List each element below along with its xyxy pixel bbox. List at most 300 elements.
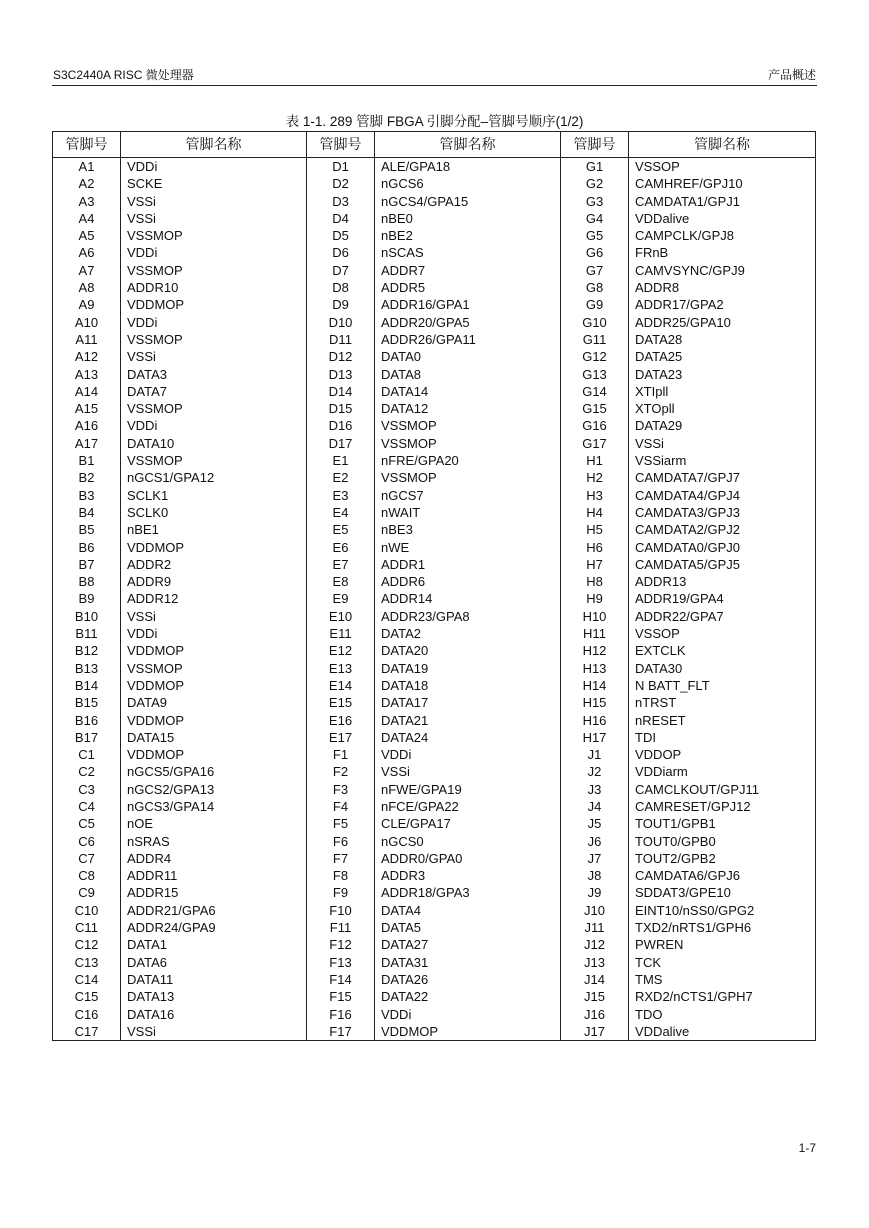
pin-name-cell: VDDMOP <box>121 539 307 556</box>
pin-number-cell: D7 <box>307 262 375 279</box>
pin-number-cell: G8 <box>561 279 629 296</box>
pin-number-cell: H10 <box>561 608 629 625</box>
pin-number-cell: E5 <box>307 521 375 538</box>
pin-number-cell: E9 <box>307 590 375 607</box>
pin-name-cell: DATA25 <box>629 348 816 365</box>
pin-name-cell: nFCE/GPA22 <box>375 798 561 815</box>
pin-name-cell: XTOpll <box>629 400 816 417</box>
pin-number-cell: H11 <box>561 625 629 642</box>
pin-name-cell: ADDR25/GPA10 <box>629 314 816 331</box>
table-row <box>53 1023 816 1041</box>
pin-number-cell: A14 <box>53 383 121 400</box>
pin-name-cell: VDDMOP <box>121 677 307 694</box>
pin-number-cell: F9 <box>307 884 375 901</box>
pin-number-cell: B14 <box>53 677 121 694</box>
pin-name-cell: XTIpll <box>629 383 816 400</box>
table-row <box>53 262 816 279</box>
pin-number-cell: F11 <box>307 919 375 936</box>
pin-number-cell: C15 <box>53 988 121 1005</box>
pin-name-cell: VSSi <box>121 348 307 365</box>
pin-number-cell: C7 <box>53 850 121 867</box>
table-row <box>53 729 816 746</box>
pin-name-cell: CAMHREF/GPJ10 <box>629 175 816 192</box>
pin-name-cell: VDDi <box>121 417 307 434</box>
pin-name-cell: DATA5 <box>375 919 561 936</box>
pin-name-cell: DATA1 <box>121 936 307 953</box>
pin-number-cell: B1 <box>53 452 121 469</box>
pin-number-cell: B3 <box>53 487 121 504</box>
pin-number-cell: C13 <box>53 954 121 971</box>
pin-number-cell: D8 <box>307 279 375 296</box>
pin-number-cell: H17 <box>561 729 629 746</box>
table-row <box>53 314 816 331</box>
pin-name-cell: VDDi <box>375 746 561 763</box>
pin-number-cell: J2 <box>561 763 629 780</box>
pin-name-cell: VDDi <box>121 244 307 261</box>
pin-number-cell: A4 <box>53 210 121 227</box>
pin-number-cell: G6 <box>561 244 629 261</box>
pin-number-cell: G3 <box>561 193 629 210</box>
pin-number-cell: H16 <box>561 712 629 729</box>
pin-name-cell: DATA4 <box>375 902 561 919</box>
table-row <box>53 833 816 850</box>
pin-number-cell: D10 <box>307 314 375 331</box>
pin-name-cell: ADDR17/GPA2 <box>629 296 816 313</box>
pin-number-cell: H2 <box>561 469 629 486</box>
pin-name-cell: nWAIT <box>375 504 561 521</box>
pin-name-cell: nGCS1/GPA12 <box>121 469 307 486</box>
pin-number-cell: H8 <box>561 573 629 590</box>
pin-name-cell: TCK <box>629 954 816 971</box>
column-header-pin-number: 管脚号 <box>561 132 629 158</box>
pin-number-cell: E10 <box>307 608 375 625</box>
table-row <box>53 417 816 434</box>
table-row <box>53 694 816 711</box>
table-row <box>53 348 816 365</box>
pin-number-cell: E1 <box>307 452 375 469</box>
pin-name-cell: ADDR5 <box>375 279 561 296</box>
pin-number-cell: G5 <box>561 227 629 244</box>
table-row <box>53 469 816 486</box>
pin-name-cell: ALE/GPA18 <box>375 158 561 176</box>
pin-number-cell: H15 <box>561 694 629 711</box>
pin-number-cell: C1 <box>53 746 121 763</box>
table-row <box>53 539 816 556</box>
pin-name-cell: ADDR24/GPA9 <box>121 919 307 936</box>
pin-name-cell: DATA16 <box>121 1006 307 1023</box>
pin-name-cell: DATA22 <box>375 988 561 1005</box>
pin-name-cell: CAMDATA2/GPJ2 <box>629 521 816 538</box>
pin-number-cell: F10 <box>307 902 375 919</box>
pin-name-cell: nGCS7 <box>375 487 561 504</box>
pin-number-cell: G10 <box>561 314 629 331</box>
page-number: 1-7 <box>798 1141 816 1155</box>
pin-name-cell: ADDR4 <box>121 850 307 867</box>
pin-name-cell: CAMCLKOUT/GPJ11 <box>629 781 816 798</box>
pin-name-cell: nRESET <box>629 712 816 729</box>
pin-number-cell: E6 <box>307 539 375 556</box>
pin-name-cell: VSSMOP <box>375 469 561 486</box>
pin-name-cell: nWE <box>375 539 561 556</box>
pin-name-cell: CAMDATA5/GPJ5 <box>629 556 816 573</box>
pin-name-cell: VSSMOP <box>121 660 307 677</box>
pin-number-cell: G9 <box>561 296 629 313</box>
pin-number-cell: F4 <box>307 798 375 815</box>
pin-name-cell: TMS <box>629 971 816 988</box>
pin-name-cell: SCLK0 <box>121 504 307 521</box>
pin-number-cell: A6 <box>53 244 121 261</box>
pin-number-cell: J15 <box>561 988 629 1005</box>
pin-name-cell: DATA24 <box>375 729 561 746</box>
pin-number-cell: F13 <box>307 954 375 971</box>
pin-number-cell: B4 <box>53 504 121 521</box>
pin-name-cell: TOUT2/GPB2 <box>629 850 816 867</box>
pin-number-cell: H7 <box>561 556 629 573</box>
pin-name-cell: DATA18 <box>375 677 561 694</box>
table-row <box>53 919 816 936</box>
pin-number-cell: C14 <box>53 971 121 988</box>
pin-number-cell: C3 <box>53 781 121 798</box>
pin-name-cell: TOUT1/GPB1 <box>629 815 816 832</box>
pin-name-cell: VSSi <box>121 210 307 227</box>
pin-name-cell: VSSi <box>629 435 816 452</box>
pin-name-cell: DATA7 <box>121 383 307 400</box>
pin-name-cell: CLE/GPA17 <box>375 815 561 832</box>
table-row <box>53 383 816 400</box>
table-row <box>53 763 816 780</box>
pin-number-cell: C9 <box>53 884 121 901</box>
pin-number-cell: E15 <box>307 694 375 711</box>
pin-number-cell: B16 <box>53 712 121 729</box>
column-header-pin-number: 管脚号 <box>307 132 375 158</box>
pin-name-cell: PWREN <box>629 936 816 953</box>
pin-name-cell: DATA17 <box>375 694 561 711</box>
pin-name-cell: nBE2 <box>375 227 561 244</box>
pin-name-cell: nGCS3/GPA14 <box>121 798 307 815</box>
pin-name-cell: DATA8 <box>375 366 561 383</box>
pin-name-cell: FRnB <box>629 244 816 261</box>
pin-name-cell: ADDR0/GPA0 <box>375 850 561 867</box>
pin-number-cell: B15 <box>53 694 121 711</box>
pin-name-cell: nFRE/GPA20 <box>375 452 561 469</box>
pin-number-cell: A13 <box>53 366 121 383</box>
pin-name-cell: ADDR11 <box>121 867 307 884</box>
pin-number-cell: A16 <box>53 417 121 434</box>
pin-number-cell: J6 <box>561 833 629 850</box>
table-row <box>53 712 816 729</box>
pin-name-cell: VDDOP <box>629 746 816 763</box>
pin-number-cell: D3 <box>307 193 375 210</box>
pin-number-cell: B17 <box>53 729 121 746</box>
pin-name-cell: VSSMOP <box>121 262 307 279</box>
pin-name-cell: DATA14 <box>375 383 561 400</box>
pin-number-cell: J3 <box>561 781 629 798</box>
pin-name-cell: DATA15 <box>121 729 307 746</box>
table-row <box>53 590 816 607</box>
pin-number-cell: G15 <box>561 400 629 417</box>
pin-number-cell: G12 <box>561 348 629 365</box>
table-row <box>53 279 816 296</box>
table-body <box>53 158 816 1041</box>
table-row <box>53 867 816 884</box>
table-row <box>53 521 816 538</box>
pin-number-cell: H5 <box>561 521 629 538</box>
table-row <box>53 193 816 210</box>
column-header-pin-name: 管脚名称 <box>375 132 561 158</box>
pin-number-cell: G7 <box>561 262 629 279</box>
pin-name-cell: CAMDATA3/GPJ3 <box>629 504 816 521</box>
pin-name-cell: ADDR7 <box>375 262 561 279</box>
pin-name-cell: DATA9 <box>121 694 307 711</box>
pin-name-cell: VDDiarm <box>629 763 816 780</box>
pin-name-cell: DATA2 <box>375 625 561 642</box>
pin-name-cell: nSCAS <box>375 244 561 261</box>
pin-number-cell: D13 <box>307 366 375 383</box>
pin-name-cell: DATA6 <box>121 954 307 971</box>
pin-name-cell: CAMPCLK/GPJ8 <box>629 227 816 244</box>
table-row <box>53 331 816 348</box>
table-row <box>53 487 816 504</box>
pin-number-cell: G2 <box>561 175 629 192</box>
pin-name-cell: ADDR8 <box>629 279 816 296</box>
pin-number-cell: E3 <box>307 487 375 504</box>
table-row <box>53 660 816 677</box>
pin-name-cell: VSSi <box>121 608 307 625</box>
pin-number-cell: J13 <box>561 954 629 971</box>
pin-number-cell: E12 <box>307 642 375 659</box>
pin-number-cell: B5 <box>53 521 121 538</box>
pin-number-cell: A17 <box>53 435 121 452</box>
pin-number-cell: H1 <box>561 452 629 469</box>
pin-name-cell: DATA23 <box>629 366 816 383</box>
pin-number-cell: F14 <box>307 971 375 988</box>
pin-number-cell: F5 <box>307 815 375 832</box>
pin-name-cell: nGCS2/GPA13 <box>121 781 307 798</box>
pin-number-cell: B7 <box>53 556 121 573</box>
table-row <box>53 435 816 452</box>
pin-name-cell: nGCS4/GPA15 <box>375 193 561 210</box>
running-header-title: S3C2440A RISC 微处理器 <box>53 68 194 82</box>
pin-assignment-table <box>52 131 816 1041</box>
pin-name-cell: nBE3 <box>375 521 561 538</box>
pin-number-cell: B13 <box>53 660 121 677</box>
table-row <box>53 452 816 469</box>
pin-name-cell: VSSMOP <box>375 435 561 452</box>
pin-name-cell: nGCS6 <box>375 175 561 192</box>
pin-number-cell: A9 <box>53 296 121 313</box>
pin-number-cell: J11 <box>561 919 629 936</box>
pin-name-cell: ADDR10 <box>121 279 307 296</box>
pin-name-cell: nTRST <box>629 694 816 711</box>
pin-name-cell: CAMDATA0/GPJ0 <box>629 539 816 556</box>
pin-name-cell: DATA29 <box>629 417 816 434</box>
pin-number-cell: J5 <box>561 815 629 832</box>
pin-name-cell: DATA19 <box>375 660 561 677</box>
pin-name-cell: VSSOP <box>629 625 816 642</box>
table-row <box>53 954 816 971</box>
pin-name-cell: ADDR20/GPA5 <box>375 314 561 331</box>
table-row <box>53 244 816 261</box>
table-row <box>53 936 816 953</box>
pin-number-cell: C10 <box>53 902 121 919</box>
pin-name-cell: CAMDATA7/GPJ7 <box>629 469 816 486</box>
pin-number-cell: H13 <box>561 660 629 677</box>
table-row <box>53 988 816 1005</box>
pin-number-cell: E4 <box>307 504 375 521</box>
pin-name-cell: VDDi <box>121 625 307 642</box>
table-row <box>53 677 816 694</box>
table-row <box>53 884 816 901</box>
table-row <box>53 798 816 815</box>
pin-number-cell: B12 <box>53 642 121 659</box>
pin-name-cell: CAMRESET/GPJ12 <box>629 798 816 815</box>
pin-name-cell: SCKE <box>121 175 307 192</box>
pin-number-cell: D4 <box>307 210 375 227</box>
table-row <box>53 504 816 521</box>
table-row <box>53 573 816 590</box>
pin-number-cell: C6 <box>53 833 121 850</box>
pin-number-cell: H4 <box>561 504 629 521</box>
pin-name-cell: VDDMOP <box>375 1023 561 1041</box>
pin-name-cell: ADDR13 <box>629 573 816 590</box>
pin-number-cell: E8 <box>307 573 375 590</box>
pin-number-cell: B11 <box>53 625 121 642</box>
pin-number-cell: C2 <box>53 763 121 780</box>
table-row <box>53 850 816 867</box>
pin-number-cell: D11 <box>307 331 375 348</box>
pin-name-cell: VSSMOP <box>121 331 307 348</box>
pin-name-cell: nGCS5/GPA16 <box>121 763 307 780</box>
pin-number-cell: F6 <box>307 833 375 850</box>
pin-number-cell: H9 <box>561 590 629 607</box>
table-row <box>53 158 816 176</box>
pin-number-cell: G13 <box>561 366 629 383</box>
pin-name-cell: VSSMOP <box>121 400 307 417</box>
pin-name-cell: VSSMOP <box>375 417 561 434</box>
pin-name-cell: ADDR12 <box>121 590 307 607</box>
pin-name-cell: DATA12 <box>375 400 561 417</box>
pin-name-cell: nBE0 <box>375 210 561 227</box>
pin-number-cell: D1 <box>307 158 375 176</box>
pin-name-cell: DATA26 <box>375 971 561 988</box>
pin-number-cell: F7 <box>307 850 375 867</box>
pin-name-cell: VDDMOP <box>121 712 307 729</box>
table-row <box>53 902 816 919</box>
pin-number-cell: F16 <box>307 1006 375 1023</box>
pin-number-cell: D5 <box>307 227 375 244</box>
pin-name-cell: DATA28 <box>629 331 816 348</box>
pin-name-cell: nGCS0 <box>375 833 561 850</box>
pin-number-cell: F2 <box>307 763 375 780</box>
table-row <box>53 296 816 313</box>
pin-name-cell: VDDMOP <box>121 296 307 313</box>
pin-name-cell: RXD2/nCTS1/GPH7 <box>629 988 816 1005</box>
pin-name-cell: ADDR22/GPA7 <box>629 608 816 625</box>
pin-number-cell: A15 <box>53 400 121 417</box>
pin-name-cell: ADDR2 <box>121 556 307 573</box>
table-row <box>53 625 816 642</box>
table-row <box>53 642 816 659</box>
pin-name-cell: ADDR19/GPA4 <box>629 590 816 607</box>
table-row <box>53 781 816 798</box>
pin-number-cell: E16 <box>307 712 375 729</box>
pin-number-cell: H14 <box>561 677 629 694</box>
pin-name-cell: nBE1 <box>121 521 307 538</box>
pin-number-cell: A12 <box>53 348 121 365</box>
pin-number-cell: C17 <box>53 1023 121 1041</box>
pin-name-cell: nSRAS <box>121 833 307 850</box>
pin-name-cell: ADDR26/GPA11 <box>375 331 561 348</box>
pin-name-cell: VSSi <box>121 1023 307 1041</box>
pin-name-cell: ADDR21/GPA6 <box>121 902 307 919</box>
pin-name-cell: TOUT0/GPB0 <box>629 833 816 850</box>
pin-number-cell: C8 <box>53 867 121 884</box>
table-header-row <box>53 132 816 158</box>
pin-number-cell: D9 <box>307 296 375 313</box>
pin-name-cell: TDI <box>629 729 816 746</box>
pin-name-cell: VSSMOP <box>121 227 307 244</box>
pin-number-cell: A5 <box>53 227 121 244</box>
pin-name-cell: ADDR6 <box>375 573 561 590</box>
pin-number-cell: A7 <box>53 262 121 279</box>
pin-name-cell: nOE <box>121 815 307 832</box>
pin-number-cell: E2 <box>307 469 375 486</box>
pin-name-cell: CAMVSYNC/GPJ9 <box>629 262 816 279</box>
pin-number-cell: G4 <box>561 210 629 227</box>
table-row <box>53 746 816 763</box>
pin-name-cell: VSSMOP <box>121 452 307 469</box>
pin-name-cell: VSSi <box>121 193 307 210</box>
pin-name-cell: VDDalive <box>629 1023 816 1041</box>
pin-number-cell: H6 <box>561 539 629 556</box>
pin-name-cell: VSSi <box>375 763 561 780</box>
pin-name-cell: DATA31 <box>375 954 561 971</box>
pin-name-cell: DATA13 <box>121 988 307 1005</box>
pin-number-cell: A1 <box>53 158 121 176</box>
pin-number-cell: D2 <box>307 175 375 192</box>
pin-name-cell: TXD2/nRTS1/GPH6 <box>629 919 816 936</box>
pin-number-cell: E14 <box>307 677 375 694</box>
pin-number-cell: B2 <box>53 469 121 486</box>
pin-number-cell: B8 <box>53 573 121 590</box>
pin-number-cell: F8 <box>307 867 375 884</box>
table-row <box>53 175 816 192</box>
pin-name-cell: VDDMOP <box>121 642 307 659</box>
pin-number-cell: D15 <box>307 400 375 417</box>
pin-name-cell: VDDi <box>375 1006 561 1023</box>
pin-name-cell: DATA0 <box>375 348 561 365</box>
pin-name-cell: nFWE/GPA19 <box>375 781 561 798</box>
column-header-pin-name: 管脚名称 <box>121 132 307 158</box>
pin-number-cell: E11 <box>307 625 375 642</box>
table-row <box>53 971 816 988</box>
pin-name-cell: VDDalive <box>629 210 816 227</box>
pin-name-cell: DATA3 <box>121 366 307 383</box>
column-header-pin-number: 管脚号 <box>53 132 121 158</box>
pin-name-cell: ADDR18/GPA3 <box>375 884 561 901</box>
pin-name-cell: DATA20 <box>375 642 561 659</box>
pin-number-cell: J14 <box>561 971 629 988</box>
pin-number-cell: D6 <box>307 244 375 261</box>
pin-number-cell: C5 <box>53 815 121 832</box>
pin-number-cell: G14 <box>561 383 629 400</box>
pin-number-cell: C16 <box>53 1006 121 1023</box>
pin-number-cell: G11 <box>561 331 629 348</box>
table-row <box>53 608 816 625</box>
column-header-pin-name: 管脚名称 <box>629 132 816 158</box>
pin-name-cell: ADDR23/GPA8 <box>375 608 561 625</box>
pin-number-cell: G17 <box>561 435 629 452</box>
